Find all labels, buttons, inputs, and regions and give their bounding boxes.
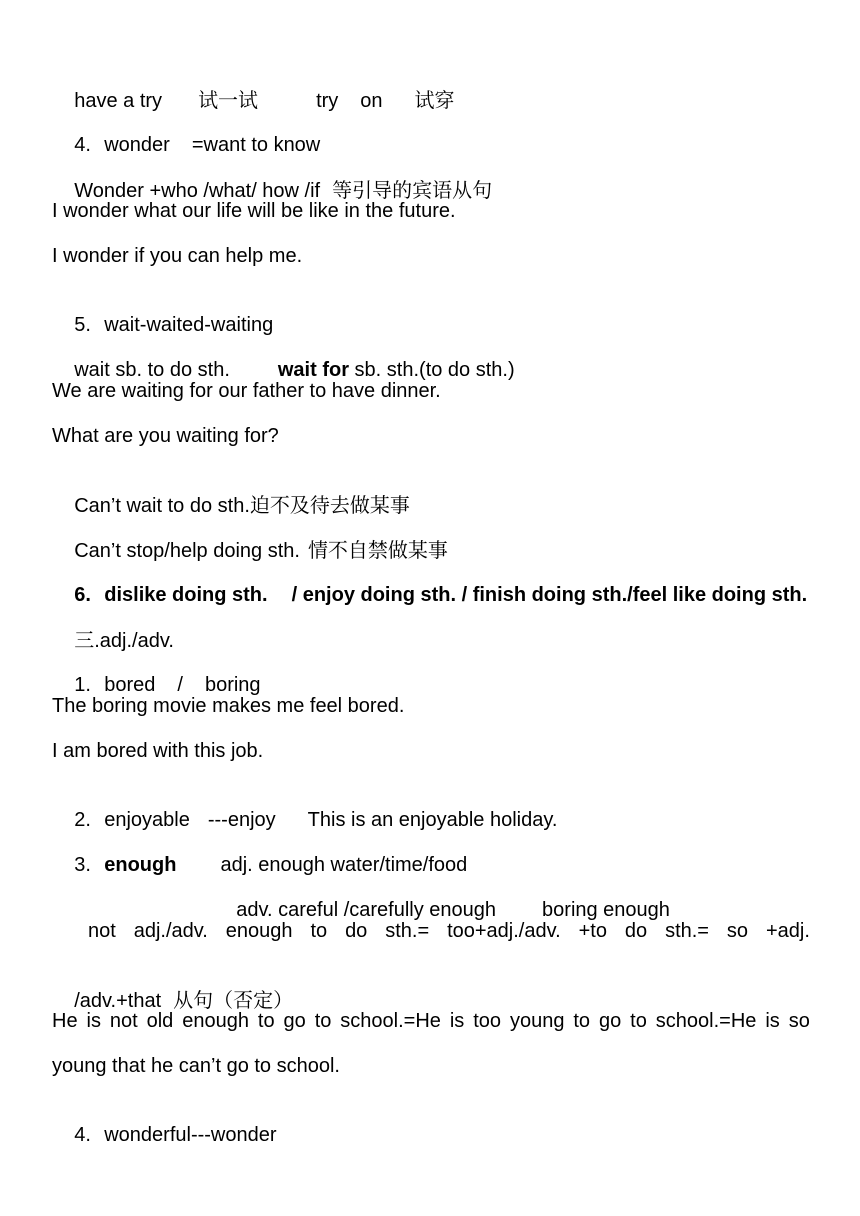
word: young [509, 1010, 565, 1032]
phrase-on: on [360, 90, 383, 112]
word: He [52, 1010, 78, 1032]
line-wonderful [52, 1099, 277, 1171]
word: to [573, 1010, 591, 1032]
example-sentence: I am bored with this job. [52, 740, 264, 762]
word: is [765, 1010, 780, 1032]
usage-pattern-rest: sb. sth.(to do sth.) [349, 359, 515, 381]
line-enough-equivalence [88, 919, 810, 943]
word: school.=He [340, 1010, 441, 1032]
phrase-list: / enjoy doing sth. / finish doing sth./feel like doing sth. [291, 584, 808, 606]
phrase: Can’t wait to do sth. [74, 495, 250, 517]
example-sentence: I wonder if you can help me. [52, 245, 303, 267]
item-number: 4. [74, 1124, 91, 1146]
word: not [88, 920, 116, 942]
word: so [726, 920, 749, 942]
cn-note: 从句（否定） [173, 988, 294, 1012]
adj-usage: adj. enough water/time/food [220, 854, 468, 876]
usage-pattern: Wonder +who /what/ how /if [74, 180, 321, 202]
example-sentence: We are waiting for our father to have dinner. [52, 380, 441, 402]
word: school.=He [655, 1010, 757, 1032]
word-wonder: wonder [104, 134, 170, 156]
word: old [146, 1010, 174, 1032]
item-number: 1. [74, 674, 91, 696]
bold-wait-for: wait for [277, 359, 349, 381]
phrase: /adv.+that [74, 990, 162, 1012]
adv-example: boring enough [542, 899, 670, 921]
cn-try: 试一试 [198, 88, 259, 112]
word: go [283, 1010, 306, 1032]
example-sentence-cont: young that he can’t go to school. [52, 1055, 340, 1077]
phrase-try: try [316, 90, 339, 112]
word: too+adj./adv. [447, 920, 561, 942]
phrase: Can’t stop/help doing sth. [74, 540, 300, 562]
word: not [109, 1010, 138, 1032]
phrase-have-a-try: have a try [74, 90, 163, 112]
word-wait: wait-waited-waiting [104, 314, 274, 336]
cn-try-on: 试穿 [414, 88, 455, 112]
example-sentence: What are you waiting for? [52, 425, 279, 447]
word-wonderful: wonderful---wonder [104, 1124, 277, 1146]
example-sentence: The boring movie makes me feel bored. [52, 695, 405, 717]
word-enjoyable: enjoyable [104, 809, 190, 831]
word: so [788, 1010, 810, 1032]
word: +to [578, 920, 607, 942]
word: do [345, 920, 368, 942]
item-number: 2. [74, 809, 91, 831]
section-number: 三 [74, 628, 95, 652]
word: to [630, 1010, 647, 1032]
slash: / [177, 674, 183, 696]
cn-meaning: 情不自禁做某事 [307, 538, 448, 562]
item-number: 4. [74, 134, 91, 156]
word: is [449, 1010, 465, 1032]
word: enough [182, 1010, 249, 1032]
word-enjoy: ---enjoy [207, 809, 276, 831]
example-sentence: I wonder what our life will be like in the future. [52, 200, 456, 222]
item-number: 3. [74, 854, 91, 876]
item-number: 6. [74, 584, 91, 606]
usage-pattern: wait sb. to do sth. [74, 359, 230, 381]
word: to [257, 1010, 275, 1032]
word: to [310, 920, 328, 942]
word: too [473, 1010, 502, 1032]
item-number: 5. [74, 314, 91, 336]
word: is [86, 1010, 101, 1032]
word: adj./adv. [133, 920, 208, 942]
word: enough [225, 920, 293, 942]
word: +adj. [765, 920, 810, 942]
word: sth.= [665, 920, 709, 942]
word-enough: enough [104, 854, 177, 876]
section-title: .adj./adv. [94, 630, 174, 652]
word-boring: boring [204, 674, 261, 696]
adv-usage: adv. careful /carefully enough [236, 899, 497, 921]
word: to [314, 1010, 332, 1032]
word: go [598, 1010, 622, 1032]
example-sentence: This is an enjoyable holiday. [307, 809, 558, 831]
phrase-dislike: dislike doing sth. [104, 584, 268, 606]
definition: =want to know [191, 134, 321, 156]
cn-usage-note: 等引导的宾语从句 [332, 178, 493, 202]
example-sentence-justified [52, 1009, 810, 1033]
word-bored: bored [104, 674, 156, 696]
word: do [624, 920, 648, 942]
cn-meaning: 迫不及待去做某事 [249, 493, 410, 517]
word: sth.= [385, 920, 430, 942]
